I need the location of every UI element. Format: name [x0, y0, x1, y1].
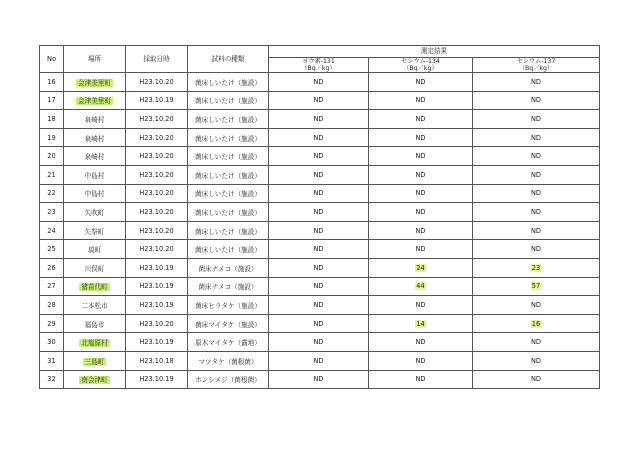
table-row: [40, 296, 600, 315]
row-date-cell-text: H23.10.18: [139, 356, 174, 365]
row-cs137-cell: [473, 296, 600, 315]
row-no-cell-text: 31: [47, 356, 56, 365]
row-cs137-cell: [473, 333, 600, 352]
row-date-cell-text: H23.10.20: [139, 245, 174, 254]
row-item-cell: [188, 370, 269, 389]
row-i131-cell: [269, 165, 369, 184]
row-cs137-cell: [473, 277, 600, 296]
row-item-cell-text: 菌床しいたけ（施設）: [195, 115, 261, 124]
row-no-cell-text: 28: [47, 300, 56, 309]
table-row: [40, 277, 600, 296]
row-cs134-cell-text: ND: [415, 207, 426, 216]
row-item-cell-text: 菌床しいたけ（施設）: [195, 171, 261, 180]
row-item-cell-text: 菌床しいたけ（施設）: [195, 78, 261, 87]
row-cs137-cell: [473, 110, 600, 129]
header-item: 試料の種類: [188, 46, 269, 73]
row-no-cell-text: 32: [47, 375, 56, 384]
row-no-cell: [40, 221, 64, 240]
row-item-cell: [188, 73, 269, 92]
row-cs134-cell: [369, 296, 473, 315]
row-i131-cell: [269, 184, 369, 203]
row-no-cell-text: 16: [47, 77, 56, 86]
row-item-cell-text: 菌床ヒラタケ（施設）: [195, 301, 261, 310]
header-date: 採取日時: [126, 46, 188, 73]
row-no-cell-text: 27: [47, 282, 56, 291]
row-item-cell: [188, 296, 269, 315]
row-no-cell: [40, 184, 64, 203]
row-date-cell: [126, 258, 188, 277]
row-no-cell-text: 25: [47, 245, 56, 254]
table-row: [40, 203, 600, 222]
row-cs137-cell: [473, 147, 600, 166]
row-no-cell: [40, 333, 64, 352]
row-item-cell-text: 菌床しいたけ（施設）: [195, 134, 261, 143]
row-i131-cell-text: ND: [313, 338, 324, 347]
row-date-cell: [126, 370, 188, 389]
row-place-cell: [64, 240, 126, 259]
row-i131-cell-text: ND: [313, 356, 324, 365]
row-date-cell: [126, 147, 188, 166]
row-i131-cell-text: ND: [313, 375, 324, 384]
row-date-cell: [126, 184, 188, 203]
row-i131-cell-text: ND: [313, 133, 324, 142]
row-date-cell-text: H23.10.19: [139, 375, 174, 384]
measurement-results-table: [39, 45, 600, 389]
row-place-cell-text: 二本松市: [81, 301, 108, 310]
row-item-cell: [188, 221, 269, 240]
row-place-cell-text: 中島村: [84, 190, 105, 199]
row-cs134-cell-text: ND: [415, 96, 426, 105]
row-date-cell-text: H23.10.20: [139, 133, 174, 142]
row-no-cell-text: 19: [47, 133, 56, 142]
row-i131-cell-text: ND: [313, 226, 324, 235]
row-date-cell: [126, 351, 188, 370]
row-place-cell: [64, 258, 126, 277]
row-cs137-cell-text: ND: [530, 356, 541, 365]
row-date-cell-text: H23.10.20: [139, 189, 174, 198]
row-i131-cell: [269, 203, 369, 222]
table-row: [40, 314, 600, 333]
row-cs137-cell: [473, 221, 600, 240]
row-no-cell-text: 22: [47, 189, 56, 198]
table-header: [40, 46, 600, 73]
row-cs134-cell: [369, 184, 473, 203]
row-cs134-cell: [369, 277, 473, 296]
row-cs134-cell: [369, 221, 473, 240]
row-date-cell: [126, 333, 188, 352]
row-item-cell: [188, 128, 269, 147]
row-cs137-cell: [473, 128, 600, 147]
row-i131-cell: [269, 221, 369, 240]
row-no-cell: [40, 296, 64, 315]
row-item-cell: [188, 314, 269, 333]
row-date-cell-text: H23.10.19: [139, 263, 174, 272]
row-i131-cell-text: ND: [313, 170, 324, 179]
row-cs137-cell: [473, 184, 600, 203]
row-date-cell: [126, 296, 188, 315]
row-cs134-cell-text: ND: [415, 300, 426, 309]
row-cs137-cell: [473, 240, 600, 259]
row-no-cell: [40, 128, 64, 147]
row-i131-cell: [269, 91, 369, 110]
table-row: [40, 258, 600, 277]
table-row: [40, 184, 600, 203]
row-no-cell: [40, 73, 64, 92]
row-item-cell: [188, 258, 269, 277]
row-i131-cell-text: ND: [313, 282, 324, 291]
row-date-cell: [126, 91, 188, 110]
row-no-cell: [40, 91, 64, 110]
row-i131-cell-text: ND: [313, 207, 324, 216]
row-item-cell: [188, 203, 269, 222]
row-place-cell-text: 中島村: [84, 171, 105, 180]
row-place-cell-text: 三島町: [84, 357, 105, 366]
row-i131-cell: [269, 296, 369, 315]
header-result-group: 測定結果: [269, 46, 600, 58]
header-cs134-label: セシウム-134: [401, 58, 440, 65]
row-cs134-cell-text: ND: [415, 77, 426, 86]
header-cs137-label: セシウム-137: [516, 58, 556, 65]
row-cs134-cell: [369, 314, 473, 333]
row-item-cell-text: ホンシメジ（菌根菌）: [195, 376, 261, 385]
row-cs134-cell: [369, 91, 473, 110]
row-no-cell-text: 23: [47, 207, 56, 216]
row-place-cell: [64, 370, 126, 389]
row-place-cell: [64, 221, 126, 240]
row-item-cell: [188, 165, 269, 184]
row-cs134-cell: [369, 370, 473, 389]
row-place-cell: [64, 165, 126, 184]
row-no-cell: [40, 203, 64, 222]
row-no-cell: [40, 110, 64, 129]
table-row: [40, 333, 600, 352]
row-i131-cell-text: ND: [313, 189, 324, 198]
row-no-cell-text: 24: [47, 226, 56, 235]
row-cs137-cell-text: ND: [530, 114, 541, 123]
table-row: [40, 110, 600, 129]
row-date-cell-text: H23.10.19: [139, 300, 174, 309]
header-i131: [269, 58, 369, 73]
row-cs137-cell-text: ND: [530, 375, 541, 384]
row-i131-cell: [269, 333, 369, 352]
row-cs134-cell-text: ND: [415, 356, 426, 365]
table-row: [40, 73, 600, 92]
row-cs134-cell-text: ND: [415, 245, 426, 254]
row-date-cell: [126, 110, 188, 129]
row-no-cell-text: 20: [47, 152, 56, 161]
row-item-cell-text: 菌床ナメコ（施設）: [198, 283, 258, 292]
row-cs137-cell: [473, 73, 600, 92]
row-date-cell: [126, 73, 188, 92]
row-item-cell-text: 菌床しいたけ（施設）: [195, 246, 261, 255]
table-body: [40, 73, 600, 389]
row-cs137-cell: [473, 91, 600, 110]
row-cs137-cell: [473, 370, 600, 389]
row-cs137-cell-text: ND: [530, 226, 541, 235]
row-place-cell-text: 会津美里町: [78, 97, 111, 106]
row-place-cell-text: 泉崎村: [84, 134, 105, 143]
row-date-cell-text: H23.10.20: [139, 152, 174, 161]
row-cs137-cell: [473, 258, 600, 277]
row-place-cell-text: 矢祭町: [84, 227, 105, 236]
row-cs137-cell-text: ND: [530, 96, 541, 105]
row-cs134-cell-text: 14: [416, 319, 425, 328]
row-place-cell-text: 福島市: [84, 320, 105, 329]
row-i131-cell: [269, 73, 369, 92]
row-item-cell: [188, 351, 269, 370]
row-cs134-cell-text: ND: [415, 152, 426, 161]
row-cs134-cell: [369, 258, 473, 277]
row-no-cell: [40, 240, 64, 259]
row-i131-cell-text: ND: [313, 152, 324, 161]
row-no-cell: [40, 277, 64, 296]
row-item-cell-text: 原木マイタケ（露地）: [195, 339, 261, 348]
row-place-cell: [64, 128, 126, 147]
row-date-cell-text: H23.10.19: [139, 96, 174, 105]
row-i131-cell: [269, 277, 369, 296]
row-cs134-cell-text: ND: [415, 170, 426, 179]
row-item-cell: [188, 147, 269, 166]
row-cs134-cell-text: ND: [415, 133, 426, 142]
row-cs137-cell-text: 16: [531, 319, 541, 328]
row-i131-cell-text: ND: [313, 263, 324, 272]
row-place-cell-text: 矢吹町: [84, 208, 105, 217]
row-place-cell: [64, 351, 126, 370]
row-cs137-cell: [473, 314, 600, 333]
header-i131-unit: （Bq／kg）: [301, 65, 336, 72]
row-place-cell-text: 川俣町: [84, 264, 105, 273]
row-cs134-cell-text: 24: [416, 263, 425, 272]
header-cs134: [369, 58, 473, 73]
row-no-cell-text: 17: [47, 96, 56, 105]
table-row: [40, 370, 600, 389]
header-place: 場所: [64, 46, 126, 73]
row-cs134-cell-text: ND: [415, 375, 426, 384]
row-i131-cell: [269, 370, 369, 389]
row-no-cell: [40, 147, 64, 166]
row-item-cell-text: 菌床ナメコ（施設）: [198, 264, 258, 273]
row-no-cell-text: 30: [47, 338, 56, 347]
row-no-cell: [40, 370, 64, 389]
row-place-cell: [64, 203, 126, 222]
row-cs134-cell: [369, 333, 473, 352]
row-cs134-cell: [369, 110, 473, 129]
row-no-cell: [40, 258, 64, 277]
table-row: [40, 147, 600, 166]
row-no-cell: [40, 165, 64, 184]
row-i131-cell: [269, 314, 369, 333]
row-cs134-cell-text: ND: [415, 338, 426, 347]
row-cs134-cell-text: 44: [416, 282, 425, 291]
row-cs137-cell-text: ND: [530, 207, 541, 216]
row-place-cell: [64, 296, 126, 315]
row-cs137-cell-text: ND: [530, 338, 541, 347]
row-date-cell-text: H23.10.20: [139, 319, 174, 328]
row-i131-cell: [269, 240, 369, 259]
row-item-cell: [188, 184, 269, 203]
row-date-cell-text: H23.10.20: [139, 77, 174, 86]
row-i131-cell: [269, 110, 369, 129]
row-place-cell: [64, 314, 126, 333]
row-date-cell: [126, 128, 188, 147]
row-place-cell: [64, 110, 126, 129]
row-cs137-cell-text: ND: [530, 189, 541, 198]
row-item-cell-text: 菌床しいたけ（施設）: [195, 227, 261, 236]
table-row: [40, 221, 600, 240]
row-place-cell: [64, 91, 126, 110]
row-item-cell: [188, 110, 269, 129]
row-item-cell: [188, 91, 269, 110]
row-date-cell: [126, 203, 188, 222]
row-i131-cell-text: ND: [313, 77, 324, 86]
row-date-cell: [126, 314, 188, 333]
row-no-cell: [40, 314, 64, 333]
row-cs137-cell-text: ND: [530, 245, 541, 254]
row-i131-cell: [269, 258, 369, 277]
row-item-cell-text: 菌床マイタケ（施設）: [195, 320, 261, 329]
row-date-cell-text: H23.10.20: [139, 207, 174, 216]
row-place-cell: [64, 184, 126, 203]
row-place-cell-text: 北塩原村: [81, 339, 108, 348]
row-place-cell-text: 泉崎村: [84, 115, 105, 124]
row-place-cell-text: 会津美里町: [78, 78, 111, 87]
row-cs137-cell: [473, 351, 600, 370]
row-cs134-cell: [369, 203, 473, 222]
row-cs137-cell-text: ND: [530, 152, 541, 161]
row-date-cell-text: H23.10.19: [139, 282, 174, 291]
row-cs137-cell-text: ND: [530, 300, 541, 309]
row-item-cell: [188, 333, 269, 352]
row-cs134-cell: [369, 73, 473, 92]
row-item-cell: [188, 240, 269, 259]
row-cs134-cell: [369, 165, 473, 184]
row-place-cell: [64, 277, 126, 296]
row-item-cell-text: 菌床しいたけ（施設）: [195, 208, 261, 217]
row-place-cell-text: 猪苗代町: [81, 283, 108, 292]
row-place-cell: [64, 73, 126, 92]
row-cs134-cell: [369, 128, 473, 147]
row-cs137-cell-text: ND: [530, 170, 541, 179]
row-date-cell-text: H23.10.20: [139, 226, 174, 235]
row-place-cell-text: 泉崎村: [84, 153, 105, 162]
table-row: [40, 128, 600, 147]
row-place-cell: [64, 147, 126, 166]
row-cs134-cell: [369, 147, 473, 166]
row-place-cell-text: 塙町: [87, 246, 102, 255]
row-cs137-cell-text: 57: [531, 282, 541, 291]
row-date-cell: [126, 165, 188, 184]
row-i131-cell-text: ND: [313, 319, 324, 328]
table-row: [40, 351, 600, 370]
row-date-cell-text: H23.10.20: [139, 170, 174, 179]
row-cs137-cell-text: 23: [531, 263, 541, 272]
row-place-cell: [64, 333, 126, 352]
row-date-cell-text: H23.10.19: [139, 338, 174, 347]
row-i131-cell-text: ND: [313, 114, 324, 123]
row-i131-cell: [269, 351, 369, 370]
row-item-cell: [188, 277, 269, 296]
table-row: [40, 91, 600, 110]
table-row: [40, 240, 600, 259]
row-item-cell-text: 菌床しいたけ（施設）: [195, 190, 261, 199]
row-i131-cell: [269, 128, 369, 147]
row-cs134-cell: [369, 351, 473, 370]
row-item-cell-text: マツタケ（菌根菌）: [198, 357, 258, 366]
row-cs137-cell: [473, 165, 600, 184]
row-cs137-cell-text: ND: [530, 77, 541, 86]
row-no-cell-text: 29: [47, 319, 56, 328]
table-row: [40, 165, 600, 184]
header-no: No: [40, 46, 64, 73]
row-date-cell-text: H23.10.20: [139, 114, 174, 123]
row-no-cell: [40, 351, 64, 370]
row-item-cell-text: 菌床しいたけ（施設）: [195, 153, 261, 162]
row-i131-cell-text: ND: [313, 245, 324, 254]
row-cs134-cell: [369, 240, 473, 259]
row-item-cell-text: 菌床しいたけ（施設）: [195, 97, 261, 106]
row-no-cell-text: 26: [47, 263, 56, 272]
row-i131-cell-text: ND: [313, 96, 324, 105]
row-cs137-cell: [473, 203, 600, 222]
header-cs137: [473, 58, 600, 73]
header-cs134-unit: （Bq／kg）: [403, 65, 438, 72]
row-no-cell-text: 18: [47, 114, 56, 123]
row-cs134-cell-text: ND: [415, 226, 426, 235]
row-cs134-cell-text: ND: [415, 114, 426, 123]
header-cs137-unit: （Bq／kg）: [518, 65, 554, 72]
row-date-cell: [126, 221, 188, 240]
row-date-cell: [126, 240, 188, 259]
row-cs134-cell-text: ND: [415, 189, 426, 198]
row-i131-cell: [269, 147, 369, 166]
row-no-cell-text: 21: [47, 170, 56, 179]
row-i131-cell-text: ND: [313, 300, 324, 309]
header-i131-label: ヨウ素-131: [302, 58, 335, 65]
row-cs137-cell-text: ND: [530, 133, 541, 142]
row-date-cell: [126, 277, 188, 296]
row-place-cell-text: 南会津町: [81, 376, 108, 385]
